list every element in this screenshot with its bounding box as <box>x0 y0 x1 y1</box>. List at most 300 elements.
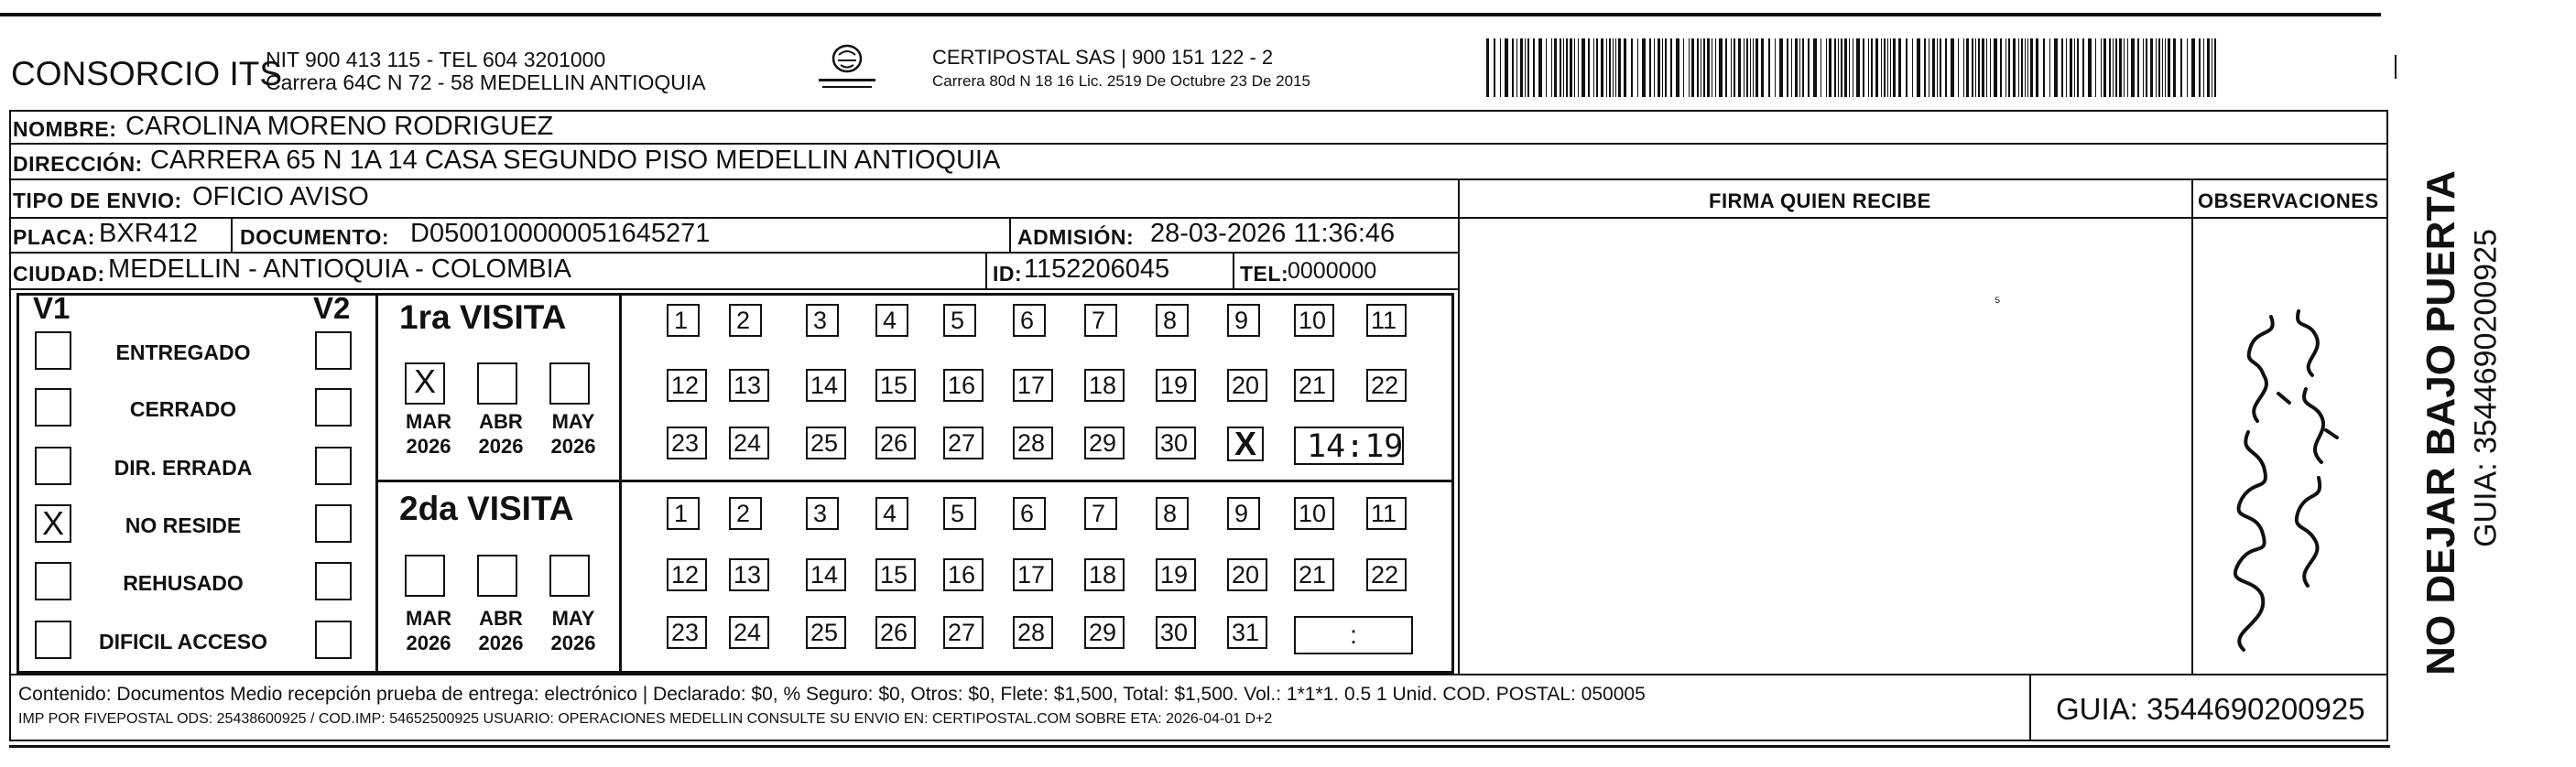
barcode-bar <box>2030 38 2033 97</box>
day-cell[interactable]: 22 <box>1366 558 1407 591</box>
barcode-bar <box>1707 38 1710 97</box>
barcode-bar <box>2199 38 2201 97</box>
day-cell[interactable]: 23 <box>667 616 707 649</box>
day-cell[interactable]: 6 <box>1013 497 1046 530</box>
barcode-bar <box>2214 38 2216 97</box>
month-label: MAY <box>551 410 595 433</box>
carrier-line2: Carrera 80d N 18 16 Lic. 2519 De Octubre 23 De 2015 <box>932 72 1310 90</box>
day-cell[interactable]: 27 <box>943 616 984 649</box>
barcode-bar <box>2049 38 2050 97</box>
barcode-bar <box>1856 38 1860 97</box>
barcode-bar <box>2158 38 2160 97</box>
day-cell[interactable]: 14 <box>806 558 846 591</box>
day-cell[interactable]: 10 <box>1294 304 1334 337</box>
barcode-bar <box>1890 38 1891 97</box>
footer-guia: GUIA: 3544690200925 <box>2056 692 2365 726</box>
day-cell[interactable]: 11 <box>1366 497 1407 530</box>
barcode-bar <box>2036 38 2038 97</box>
barcode-bar <box>1670 38 1672 97</box>
id-label: ID: <box>993 262 1023 286</box>
barcode-bar <box>1734 38 1735 97</box>
day-cell[interactable]: 25 <box>806 427 846 459</box>
day-cell[interactable]: 14 <box>806 369 846 402</box>
day-cell[interactable]: 15 <box>875 369 916 402</box>
day-cell[interactable]: 6 <box>1013 304 1046 337</box>
day-cell[interactable]: 30 <box>1156 616 1196 649</box>
barcode-bar <box>2088 38 2092 97</box>
barcode-graphic <box>1486 38 2219 97</box>
barcode-bar <box>1618 38 1621 97</box>
top-rule <box>0 13 2381 16</box>
day-cell[interactable]: 18 <box>1084 558 1125 591</box>
barcode-bar <box>1834 38 1836 97</box>
barcode-bar <box>2103 38 2106 97</box>
day-cell[interactable]: 13 <box>729 558 769 591</box>
day-cell[interactable]: 2 <box>729 304 762 337</box>
barcode-bar <box>2162 38 2163 97</box>
placa-label: PLACA: <box>13 225 95 249</box>
barcode-bar <box>1676 38 1679 97</box>
day-cell[interactable]: 24 <box>729 616 769 649</box>
status-label: NO RESIDE <box>125 513 242 537</box>
rule-status-right <box>375 293 378 674</box>
month-checkbox[interactable] <box>549 555 590 597</box>
barcode-bar <box>2013 38 2016 97</box>
status-label: DIFICIL ACCESO <box>98 630 267 654</box>
month-label: ABR <box>479 607 523 630</box>
barcode-bar <box>1581 38 1585 97</box>
barcode-bar <box>1606 38 1607 97</box>
barcode-bar <box>2173 38 2176 97</box>
nombre-label: NOMBRE: <box>13 117 117 141</box>
rule-id-sep <box>985 252 987 288</box>
day-cell[interactable]: 12 <box>667 369 707 402</box>
ciudad-value: MEDELLIN - ANTIOQUIA - COLOMBIA <box>108 254 571 284</box>
barcode-bar <box>1566 38 1568 97</box>
month-label: MAY <box>551 607 595 630</box>
barcode-bar <box>2180 38 2182 97</box>
barcode-bar <box>1697 38 1699 97</box>
barcode-bar <box>1982 38 1984 97</box>
visita1-time <box>1294 427 1404 465</box>
barcode-bar <box>1533 38 1535 97</box>
barcode-bar <box>1808 38 1810 97</box>
barcode-bar <box>1972 38 1973 97</box>
day-cell[interactable]: 1 <box>667 497 700 530</box>
rule-tel-sep <box>1233 252 1234 288</box>
tel-label: TEL: <box>1240 262 1289 286</box>
day-cell[interactable]: 5 <box>943 304 976 337</box>
certipostal-logo <box>813 42 881 97</box>
day-cell[interactable]: 19 <box>1156 558 1196 591</box>
barcode-bar <box>1601 38 1603 97</box>
month-label: ABR <box>479 410 523 433</box>
observaciones-header: OBSERVACIONES <box>2198 189 2379 212</box>
barcode-bar <box>1966 38 1969 97</box>
barcode-bar <box>1844 38 1847 97</box>
day-cell[interactable]: 16 <box>943 558 984 591</box>
barcode-bar <box>1791 38 1792 97</box>
tipo-label: TIPO DE ENVIO: <box>13 189 182 212</box>
barcode-bar <box>1527 38 1529 97</box>
barcode-bar <box>1906 38 1908 97</box>
rule-admision-sep <box>1009 217 1011 252</box>
rule-placa <box>9 252 1458 254</box>
day-cell[interactable]: 18 <box>1084 369 1125 402</box>
footer-line2: IMP POR FIVEPOSTAL ODS: 25438600925 / COD.IMP: 54652500925 USUARIO: OPERACIONES MEDELLIN CONSULTE SU ENVIO EN: CERTIPOSTAL.COM SOBRE ETA: 2026-04-01 D+2 <box>18 711 1273 727</box>
barcode-bar <box>2082 38 2084 97</box>
day-cell[interactable]: 3 <box>806 304 839 337</box>
month-year: 2026 <box>406 435 451 458</box>
barcode-bar <box>1494 38 1495 97</box>
barcode-bar <box>2156 38 2157 97</box>
barcode-bar <box>1898 38 1901 97</box>
barcode-bar <box>2061 38 2063 97</box>
barcode-bar <box>1940 38 1941 97</box>
barcode-bar <box>1578 38 1579 97</box>
status-label: CERRADO <box>129 397 237 421</box>
admision-label: ADMISIÓN: <box>1017 225 1135 249</box>
barcode-bar <box>1750 38 1751 97</box>
barcode-bar <box>2191 38 2195 97</box>
bottom-rule <box>9 745 2390 748</box>
barcode-bar <box>2124 38 2125 97</box>
barcode-bar <box>1945 38 1947 97</box>
rule-firma-head <box>1458 217 2388 219</box>
day-cell[interactable]: 31 <box>1227 616 1267 649</box>
barcode-bar <box>1662 38 1663 97</box>
barcode-bar <box>1665 38 1667 97</box>
month-year: 2026 <box>478 435 524 458</box>
barcode-bar <box>2150 38 2153 97</box>
barcode-bar <box>1486 38 1489 97</box>
barcode-bar <box>2113 38 2114 97</box>
barcode-bar <box>1615 38 1616 97</box>
barcode-bar <box>1753 38 1754 97</box>
status-v2-checkbox[interactable] <box>315 562 352 600</box>
status-v2-checkbox[interactable] <box>315 388 352 427</box>
company-nit: NIT 900 413 115 - TEL 604 3201000 <box>266 48 606 71</box>
handwritten-observation <box>2207 265 2381 668</box>
barcode-bar <box>2165 38 2166 97</box>
barcode-bar <box>1924 38 1926 97</box>
barcode-bar <box>2127 38 2128 97</box>
status-v2-checkbox[interactable] <box>315 621 352 659</box>
tipo-value: OFICIO AVISO <box>192 182 369 211</box>
barcode-bar <box>1731 38 1732 97</box>
barcode-bar <box>2115 38 2117 97</box>
day-cell[interactable]: 25 <box>806 616 846 649</box>
barcode-bar <box>1963 38 1964 97</box>
barcode-bar <box>2008 38 2010 97</box>
month-checkbox[interactable] <box>477 362 517 405</box>
visita1-title: 1ra VISITA <box>399 298 567 336</box>
barcode-bar <box>2095 38 2096 97</box>
margin-tick <box>2395 55 2397 79</box>
barcode-bar <box>1761 38 1764 97</box>
day-cell[interactable]: 7 <box>1084 497 1117 530</box>
day-cell[interactable]: 9 <box>1227 497 1260 530</box>
day-cell[interactable]: 29 <box>1084 427 1125 459</box>
barcode-bar <box>1642 38 1646 97</box>
barcode-bar <box>1658 38 1660 97</box>
barcode-bar <box>1849 38 1850 97</box>
barcode-bar <box>1829 38 1831 97</box>
day-cell[interactable]: 5 <box>943 497 976 530</box>
barcode-bar <box>1775 38 1776 97</box>
v1-header: V1 <box>33 291 71 325</box>
month-year: 2026 <box>550 435 596 458</box>
barcode-bar <box>1912 38 1913 97</box>
barcode-bar <box>1744 38 1745 97</box>
barcode-bar <box>1560 38 1561 97</box>
barcode-bar <box>1951 38 1954 97</box>
status-v2-checkbox[interactable] <box>315 331 352 370</box>
day-cell[interactable]: 24 <box>729 427 769 459</box>
day-cell[interactable]: 28 <box>1013 427 1053 459</box>
visita2-time <box>1294 616 1413 654</box>
barcode-bar <box>1516 38 1517 97</box>
company-address: Carrera 64C N 72 - 58 MEDELLIN ANTIOQUIA <box>266 70 706 94</box>
nombre-value: CAROLINA MORENO RODRIGUEZ <box>125 112 554 141</box>
barcode-bar <box>2043 38 2045 97</box>
barcode-bar <box>1512 38 1514 97</box>
side-guia: GUIA: 3544690200925 <box>2468 229 2504 547</box>
barcode-bar <box>2054 38 2058 97</box>
rule-footer <box>9 674 2388 675</box>
barcode-bar <box>2005 38 2006 97</box>
day-cell[interactable]: 2 <box>729 497 762 530</box>
barcode-bar <box>1875 38 1878 97</box>
barcode-bar <box>2119 38 2122 97</box>
barcode-bar <box>1975 38 1976 97</box>
day-cell[interactable]: 23 <box>667 427 707 459</box>
barcode-bar <box>2109 38 2111 97</box>
company-name: CONSORCIO ITS <box>11 55 283 92</box>
stray-mark: ⁵ <box>1994 295 2001 310</box>
barcode-bar <box>2143 38 2144 97</box>
day-cell[interactable]: 16 <box>943 369 984 402</box>
footer-line1: Contenido: Documentos Medio recepción prueba de entrega: electrónico | Declarado: $0, % Seguro: $0, Otros: $0, Flete: $1,500, Total: $1,500. Vol.: 1*1*1. 0.5 1 Unid. COD. POSTAL: 050005 <box>18 684 1646 705</box>
day-cell[interactable]: 29 <box>1084 616 1125 649</box>
barcode-bar <box>1738 38 1741 97</box>
status-v2-checkbox[interactable] <box>315 504 352 543</box>
day-cell[interactable]: 26 <box>875 427 916 459</box>
barcode-bar <box>1551 38 1552 97</box>
day-cell[interactable]: 21 <box>1294 369 1334 402</box>
barcode-bar <box>1755 38 1758 97</box>
barcode-bar <box>1538 38 1542 97</box>
day-cell[interactable]: 20 <box>1227 558 1267 591</box>
tel-value: 0000000 <box>1288 258 1377 284</box>
barcode-bar <box>1520 38 1523 97</box>
month-checkbox[interactable] <box>405 555 445 597</box>
barcode-bar <box>2187 38 2188 97</box>
barcode-bar <box>2070 38 2072 97</box>
rule-firma-left <box>1458 178 1460 674</box>
barcode-bar <box>1725 38 1727 97</box>
barcode-bar <box>2146 38 2147 97</box>
day-cell[interactable]: 30 <box>1156 427 1196 459</box>
barcode-bar <box>1768 38 1770 97</box>
month-year: 2026 <box>406 632 451 654</box>
barcode-bar <box>1986 38 1987 97</box>
barcode-bar <box>2027 38 2028 97</box>
barcode-bar <box>1631 38 1633 97</box>
barcode-bar <box>1838 38 1839 97</box>
day-cell[interactable]: 13 <box>729 369 769 402</box>
day-cell[interactable]: 11 <box>1366 304 1407 337</box>
barcode-bar <box>1932 38 1935 97</box>
barcode-bar <box>1802 38 1804 97</box>
barcode-bar <box>1588 38 1590 97</box>
rule-months-right <box>619 293 622 674</box>
day-cell[interactable]: 8 <box>1156 304 1189 337</box>
barcode-bar <box>1813 38 1817 97</box>
documento-value: D0500100000051645271 <box>410 219 711 248</box>
barcode-bar <box>1799 38 1800 97</box>
month-checkbox[interactable]: X <box>405 362 445 405</box>
day-cell[interactable]: 4 <box>875 304 908 337</box>
firma-header: FIRMA QUIEN RECIBE <box>1709 189 1931 212</box>
status-label: REHUSADO <box>123 571 244 595</box>
barcode-bar <box>1937 38 1938 97</box>
rule-ciudad <box>9 288 1458 290</box>
barcode-bar <box>1649 38 1651 97</box>
barcode-bar <box>1570 38 1572 97</box>
barcode-bar <box>1787 38 1788 97</box>
barcode-bar <box>1637 38 1638 97</box>
ciudad-label: CIUDAD: <box>13 262 105 286</box>
barcode-bar <box>1689 38 1690 97</box>
direccion-label: DIRECCIÓN: <box>13 152 143 176</box>
admision-value: 28-03-2026 11:36:46 <box>1150 219 1396 248</box>
rule-direccion <box>9 178 2388 180</box>
day-cell-marked[interactable]: X <box>1227 427 1264 461</box>
documento-label: DOCUMENTO: <box>240 225 390 249</box>
day-cell[interactable]: 12 <box>667 558 707 591</box>
rule-visit-split <box>375 480 1454 482</box>
day-cell[interactable]: 20 <box>1227 369 1267 402</box>
barcode-bar <box>2137 38 2139 97</box>
barcode-bar <box>1624 38 1626 97</box>
day-cell[interactable]: 19 <box>1156 369 1196 402</box>
barcode-bar <box>1990 38 1991 97</box>
barcode-bar <box>1994 38 1997 97</box>
barcode-bar <box>1719 38 1723 97</box>
barcode-bar <box>1691 38 1694 97</box>
day-cell[interactable]: 26 <box>875 616 916 649</box>
barcode-bar <box>2203 38 2204 97</box>
month-year: 2026 <box>550 632 596 654</box>
month-checkbox[interactable] <box>477 555 517 597</box>
rule-nombre <box>9 143 2388 145</box>
day-cell[interactable]: 27 <box>943 427 984 459</box>
barcode-bar <box>1881 38 1882 97</box>
barcode-bar <box>2066 38 2067 97</box>
day-cell[interactable]: 15 <box>875 558 916 591</box>
id-value: 1152206045 <box>1024 254 1170 284</box>
barcode-bar <box>1715 38 1716 97</box>
day-cell[interactable]: 28 <box>1013 616 1053 649</box>
month-checkbox[interactable] <box>549 362 590 405</box>
status-v2-checkbox[interactable] <box>315 447 352 485</box>
day-cell[interactable]: 10 <box>1294 497 1334 530</box>
barcode-bar <box>1978 38 1980 97</box>
direccion-value: CARRERA 65 N 1A 14 CASA SEGUNDO PISO MEDELLIN ANTIOQUIA <box>150 146 1001 175</box>
day-cell[interactable]: 21 <box>1294 558 1334 591</box>
barcode-bar <box>1525 38 1526 97</box>
barcode-bar <box>1917 38 1920 97</box>
barcode-bar <box>1609 38 1611 97</box>
barcode-bar <box>2168 38 2170 97</box>
barcode-bar <box>1563 38 1564 97</box>
day-cell[interactable]: 9 <box>1227 304 1260 337</box>
barcode-bar <box>1613 38 1614 97</box>
day-cell[interactable]: 8 <box>1156 497 1189 530</box>
barcode-bar <box>1500 38 1501 97</box>
barcode-bar <box>1863 38 1864 97</box>
barcode-bar <box>1593 38 1594 97</box>
barcode-bar <box>2021 38 2023 97</box>
visita2-time-value: : <box>1350 621 1357 649</box>
barcode-bar <box>1779 38 1783 97</box>
barcode-bar <box>1683 38 1684 97</box>
barcode-bar <box>1884 38 1886 97</box>
barcode-bar <box>2131 38 2135 97</box>
status-label: DIR. ERRADA <box>114 456 253 480</box>
day-cell[interactable]: 17 <box>1013 558 1053 591</box>
status-v1-checkbox[interactable]: X <box>35 504 71 543</box>
barcode-bar <box>1596 38 1598 97</box>
barcode-bar <box>2074 38 2075 97</box>
month-label: MAR <box>405 410 452 433</box>
carrier-line1: CERTIPOSTAL SAS | 900 151 122 - 2 <box>932 46 1274 69</box>
month-label: MAR <box>405 607 452 630</box>
barcode-bar <box>1574 38 1575 97</box>
v2-header: V2 <box>313 291 351 325</box>
side-warning: NO DEJAR BAJO PUERTA <box>2418 170 2463 675</box>
barcode-bar <box>1826 38 1827 97</box>
visita2-title: 2da VISITA <box>399 490 574 527</box>
day-cell[interactable]: 22 <box>1366 369 1407 402</box>
placa-value: BXR412 <box>99 219 199 248</box>
day-cell[interactable]: 17 <box>1013 369 1053 402</box>
barcode-bar <box>1703 38 1705 97</box>
barcode-bar <box>2025 38 2026 97</box>
month-year: 2026 <box>478 632 524 654</box>
day-cell[interactable]: 3 <box>806 497 839 530</box>
barcode-bar <box>1958 38 1959 97</box>
rule-obs-left <box>2191 178 2193 674</box>
day-cell[interactable]: 1 <box>667 304 700 337</box>
rule-placa-sep <box>231 217 233 252</box>
barcode-bar <box>1546 38 1547 97</box>
barcode-bar <box>2000 38 2002 97</box>
barcode-bar <box>1795 38 1798 97</box>
barcode-bar <box>1887 38 1888 97</box>
day-cell[interactable]: 7 <box>1084 304 1117 337</box>
barcode-bar <box>2207 38 2210 97</box>
barcode-bar <box>1746 38 1748 97</box>
barcode-bar <box>2077 38 2079 97</box>
barcode-bar <box>1505 38 1508 97</box>
visita1-time-value: 14:19 <box>1307 428 1404 465</box>
barcode-bar <box>1554 38 1557 97</box>
day-cell[interactable]: 4 <box>875 497 908 530</box>
barcode-bar <box>2101 38 2102 97</box>
barcode-bar <box>1893 38 1896 97</box>
